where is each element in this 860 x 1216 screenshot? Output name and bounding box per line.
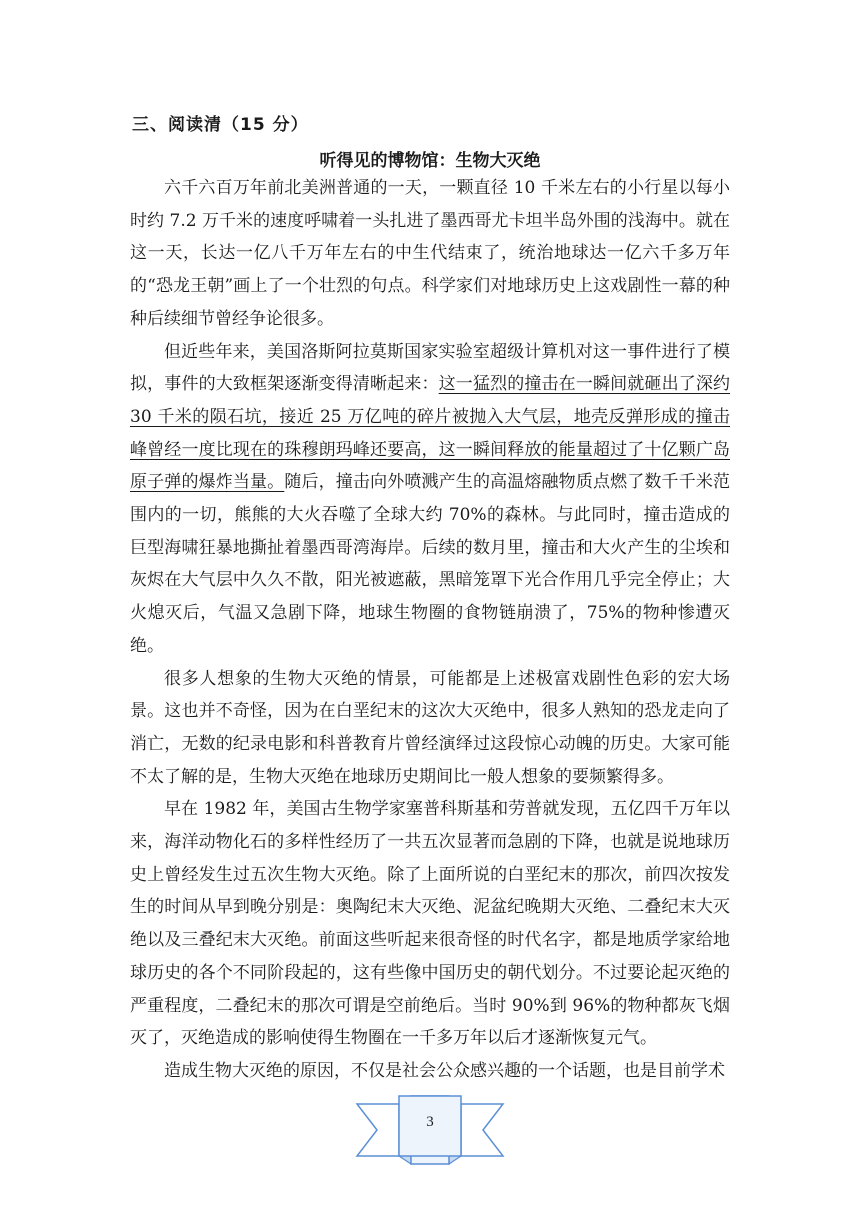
paragraph-1: 六千六百万年前北美洲普通的一天，一颗直径 10 千米左右的小行星以每小时约 7.2 万千米的速度呼啸着一头扎进了墨西哥尤卡坦半岛外围的浅海中。就在这一天，长达一亿八千万年左右的中生代结束了，统治地球达一亿六千多万年的“恐龙王朝”画上了一个壮烈的句点。科学家们对地球历史上这戏剧性一幕的种种后续细节曾经争论很多。 [130, 178, 730, 329]
paragraph-2-end: 随后，撞击向外喷溅产生的高温熔融物质点燃了数千千米范围内的一切，熊熊的大火吞噬了全球大约 70%的森林。与此同时，撞击造成的巨型海啸狂暴地撕扯着墨西哥湾海岸。后续的数月里，撞击和大火产生的尘埃和灰烬在大气层中久久不散，阳光被遮蔽，黑暗笼罩下光合作用几乎完全停止；大火熄灭后，气温又急剧下降，地球生物圈的食物链崩溃了，75%的物种惨遭灭绝。 [130, 472, 731, 656]
section-title: 三、阅读清（15 分） [132, 115, 309, 135]
paragraph-3: 很多人想象的生物大灭绝的情景，可能都是上述极富戏剧性色彩的宏大场景。这也并不奇怪，因为在白垩纪末的这次大灭绝中，很多人熟知的恐龙走向了消亡，无数的纪录电影和科普教育片曾经演绎过这段惊心动魄的历史。大家可能不太了解的是，生物大灭绝在地球历史期间比一般人想象的要频繁得多。 [130, 668, 730, 787]
page-number: 3 [426, 1114, 434, 1130]
paragraph-2 [130, 336, 730, 663]
paragraph-5: 造成生物大灭绝的原因，不仅是社会公众感兴趣的一个话题，也是目前学术 [164, 1060, 725, 1081]
underlined-passage: 这一猛烈的撞击在一瞬间就砸出了深约 30 千米的陨石坑，接近 25 万亿吨的碎片被抛入大气层，地壳反弹形成的撞击峰曾经一度比现在的珠穆朗玛峰还要高，这一瞬间释放的能量超过了十亿颗广岛原子弹的爆炸当量。 [130, 374, 731, 493]
paragraph-2-start: 但近些年来，美国洛斯阿拉莫斯国家实验室超级计算机对这一事件进行了模拟，事件的大致框架逐渐变得清晰起来： [130, 341, 730, 395]
article-title: 听得见的博物馆：生物大灭绝 [319, 151, 541, 171]
page-footer [355, 1090, 505, 1170]
paragraph-4: 早在 1982 年，美国古生物学家塞普科斯基和劳普就发现，五亿四千万年以来，海洋动物化石的多样性经历了一共五次显著而急剧的下降，也就是说地球历史上曾经发生过五次生物大灭绝。除了上面所说的白垩纪末的那次，前四次按发生的时间从早到晚分别是：奥陶纪末大灭绝、泥盆纪晚期大灭绝、二叠纪末大灭绝以及三叠纪末大灭绝。前面这些听起来很奇怪的时代名字，都是地质学家给地球历史的各个不同阶段起的，这有些像中国历史的朝代划分。不过要论起灭绝的严重程度，二叠纪末的那次可谓是空前绝后。当时 90%到 96%的物种都灰飞烟灭了，灭绝造成的影响使得生物圈在一千多万年以后才逐渐恢复元气。 [130, 799, 730, 1049]
article-body [130, 172, 730, 1088]
